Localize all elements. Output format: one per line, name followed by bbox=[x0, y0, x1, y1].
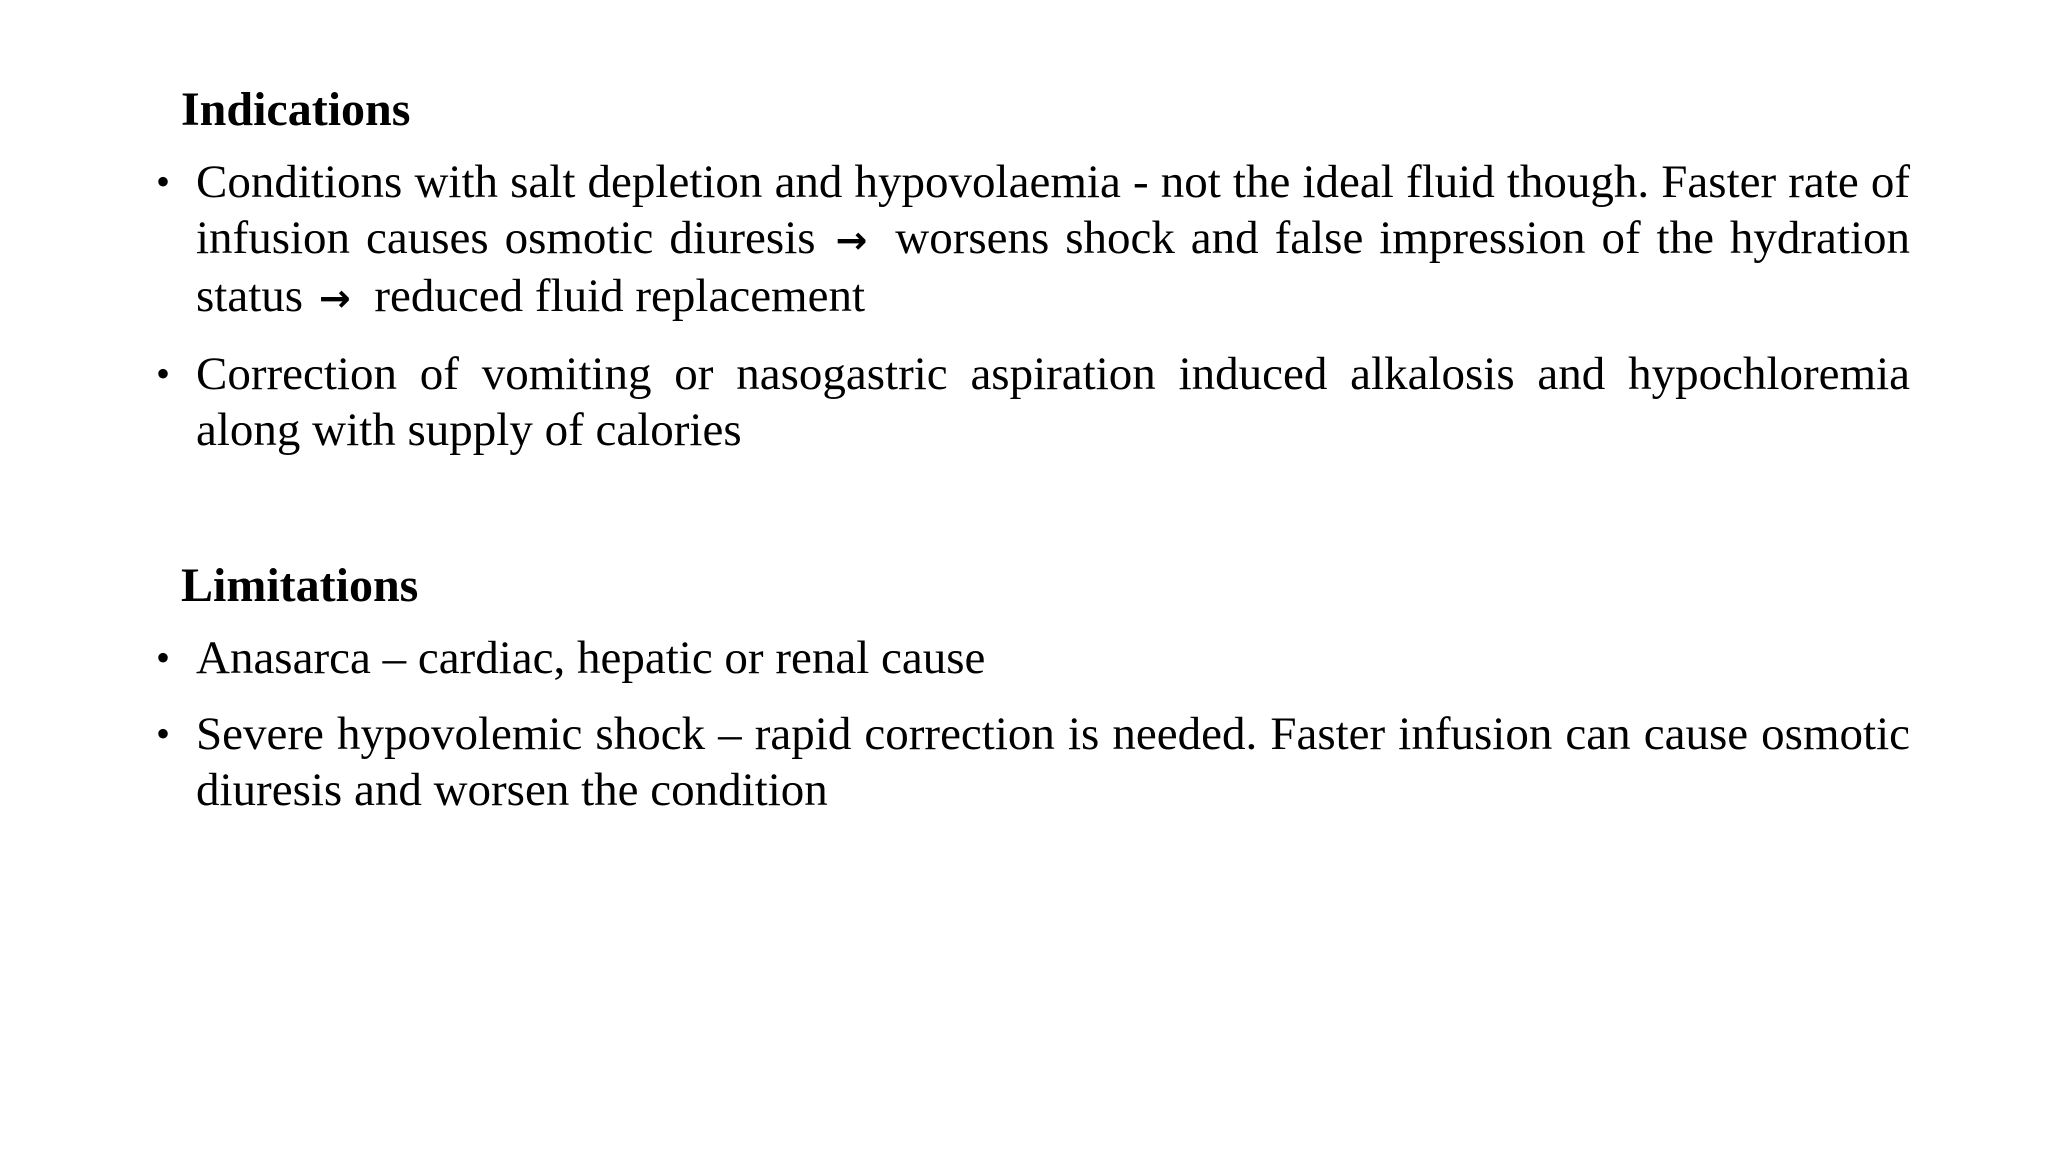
bullet-icon: • bbox=[156, 635, 171, 680]
indications-section bbox=[150, 80, 1910, 478]
indication-text: Correction of vomiting or nasogastric aspiration induced alkalosis and hypochloremia along with supply of calories bbox=[196, 348, 1910, 456]
bullet-icon: • bbox=[156, 159, 171, 204]
right-arrow-icon: → bbox=[318, 276, 351, 320]
bullet-icon: • bbox=[156, 711, 171, 756]
indication-item-alkalosis bbox=[150, 346, 1910, 458]
indications-heading: Indications bbox=[181, 83, 411, 136]
indication-item-salt-depletion bbox=[150, 154, 1910, 326]
indication-text-part-2: worsens shock and false impression of the hydration status bbox=[196, 212, 1910, 322]
right-arrow-icon: → bbox=[835, 218, 868, 262]
indications-list bbox=[150, 154, 1910, 458]
indication-text-part-3: reduced fluid replacement bbox=[374, 270, 866, 322]
limitation-item-anasarca bbox=[150, 630, 1910, 686]
limitations-heading: Limitations bbox=[181, 559, 419, 612]
limitation-text: Severe hypovolemic shock – rapid correction is needed. Faster infusion can cause osmotic diuresis and worsen the condition bbox=[196, 708, 1910, 816]
limitations-section bbox=[150, 556, 1910, 838]
limitations-list bbox=[150, 630, 1910, 818]
limitation-item-hypovolemic-shock bbox=[150, 706, 1910, 818]
indication-text-part-1: Conditions with salt depletion and hypovolaemia - not the ideal fluid though. Faster rate of infusion causes osmotic diuresis bbox=[196, 156, 1910, 264]
limitation-text: Anasarca – cardiac, hepatic or renal cause bbox=[196, 632, 986, 684]
bullet-icon: • bbox=[156, 351, 171, 396]
